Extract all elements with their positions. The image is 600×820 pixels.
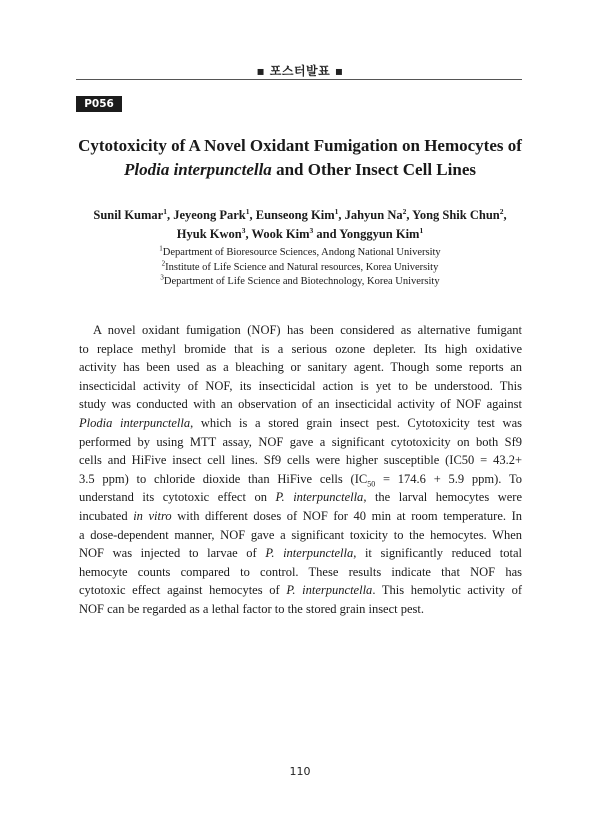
species-name: P. interpunctella <box>286 583 373 598</box>
affiliation-mark: 1 <box>159 244 163 253</box>
abstract-line: performed by using MTT assay, NOF gave a significant cytotoxicity on both Sf9 <box>79 434 522 449</box>
affiliation-mark: 2 <box>161 259 166 267</box>
abstract-text: . This hemolytic activity of <box>372 583 522 598</box>
abstract-line <box>79 581 522 600</box>
author-separator: , <box>245 227 252 241</box>
author-separator: , <box>166 208 174 222</box>
abstract-line: cells and HiFive insect cell lines. Sf9 cells were higher susceptible (IC50 = 43.2+ <box>79 453 522 468</box>
abstract-text: 3.5 ppm) to chloride dioxide than HiFive cells (IC <box>79 471 368 486</box>
abstract-text: , which is a stored grain insect pest. Cytotoxicity test was <box>190 415 522 430</box>
abstract-line <box>79 507 522 526</box>
poster-code-badge: P056 <box>76 96 122 112</box>
species-name: P. interpunctella <box>275 490 364 505</box>
abstract-text: , the larval hemocytes were <box>363 490 522 505</box>
abstract-text: understand its cytotoxic effect on <box>79 490 276 505</box>
paper-title <box>60 134 540 182</box>
author-name: Wook Kim <box>251 227 310 241</box>
abstract-line: a dose-dependent manner, NOF gave a significant toxicity to the hemocytes. When <box>79 527 522 542</box>
author-affiliation-mark: 2 <box>499 206 504 216</box>
abstract-line: hemocyte counts compared to control. These results indicate that NOF has <box>79 564 522 579</box>
author-name: Eunseong Kim <box>255 208 335 222</box>
affiliation-mark: 3 <box>160 273 164 282</box>
affiliation-text: Institute of Life Science and Natural resources, Korea University <box>165 261 439 273</box>
species-name: P. interpunctella <box>265 546 354 561</box>
affiliation-line <box>60 275 540 290</box>
ic50-subscript: 50 <box>367 479 376 489</box>
title-line-2 <box>60 158 540 182</box>
author-affiliation-mark: 2 <box>402 206 407 216</box>
author-name: Jeyeong Park <box>173 208 246 222</box>
author-affiliation-mark: 3 <box>309 225 314 235</box>
author-list <box>60 206 540 244</box>
abstract-text: , it significantly reduced total <box>353 546 522 561</box>
affiliation-text: Department of Life Science and Biotechnology, Korea University <box>163 276 440 287</box>
abstract-text: = 174.6 + 5.9 ppm). To <box>375 471 522 486</box>
author-line-2 <box>60 225 540 244</box>
author-separator: , <box>503 208 507 222</box>
affiliation-list <box>60 246 540 290</box>
abstract-line <box>79 470 522 489</box>
section-header: ▪ 포스터발표 ▪ <box>256 64 344 78</box>
abstract-line: activity has been used as a bleaching or sanitary agent. Though some reports an <box>79 360 522 375</box>
author-affiliation-mark: 1 <box>334 206 339 216</box>
author-separator: , <box>338 208 345 222</box>
affiliation-line <box>60 246 540 261</box>
author-separator: and <box>313 227 340 241</box>
abstract-line: A novel oxidant fumigation (NOF) has been considered as alternative fumigant <box>93 323 522 337</box>
species-name: Plodia interpunctella <box>79 415 191 430</box>
header-divider <box>76 79 522 80</box>
author-name: Yong Shik Chun <box>412 208 500 222</box>
abstract-line <box>79 544 522 563</box>
author-line-1 <box>60 206 540 225</box>
author-affiliation-mark: 1 <box>419 225 424 235</box>
abstract-text: with different doses of NOF for 40 min at room temperature. In <box>171 508 523 523</box>
author-name: Yonggyun Kim <box>339 227 420 241</box>
abstract-line <box>79 414 522 433</box>
author-name: Jahyun Na <box>344 208 403 222</box>
abstract-line: insecticidal activity of NOF, its insecticidal action is yet to be understood. This <box>79 378 522 393</box>
abstract-text: incubated <box>79 508 134 523</box>
author-name: Hyuk Kwon <box>176 227 242 241</box>
author-affiliation-mark: 1 <box>245 206 250 216</box>
abstract-line: NOF can be regarded as a lethal factor to the stored grain insect pest. <box>79 601 425 616</box>
abstract-line: study was conducted with an observation of an insecticidal activity of NOF against <box>79 397 522 412</box>
affiliation-text: Department of Bioresource Sciences, Andong National University <box>162 247 441 258</box>
author-affiliation-mark: 1 <box>163 206 167 216</box>
abstract-line: to replace methyl bromide that is a serious ozone depleter. Its high oxidative <box>79 341 522 356</box>
affiliation-line <box>60 261 540 276</box>
abstract-text: NOF was injected to larvae of <box>79 546 266 561</box>
author-affiliation-mark: 3 <box>241 225 246 235</box>
abstract-text: cytotoxic effect against hemocytes of <box>79 583 287 598</box>
abstract-line <box>79 488 522 507</box>
in-vitro-term: in vitro <box>133 508 172 523</box>
abstract-body <box>79 321 522 619</box>
title-line-2-rest: and Other Insect Cell Lines <box>271 160 476 179</box>
author-name: Sunil Kumar <box>93 208 164 222</box>
title-line-1: Cytotoxicity of A Novel Oxidant Fumigation on Hemocytes of <box>78 136 522 155</box>
page-number: 110 <box>289 765 311 778</box>
author-separator: , <box>406 208 413 222</box>
title-species-name: Plodia interpunctella <box>124 160 272 179</box>
author-separator: , <box>249 208 256 222</box>
